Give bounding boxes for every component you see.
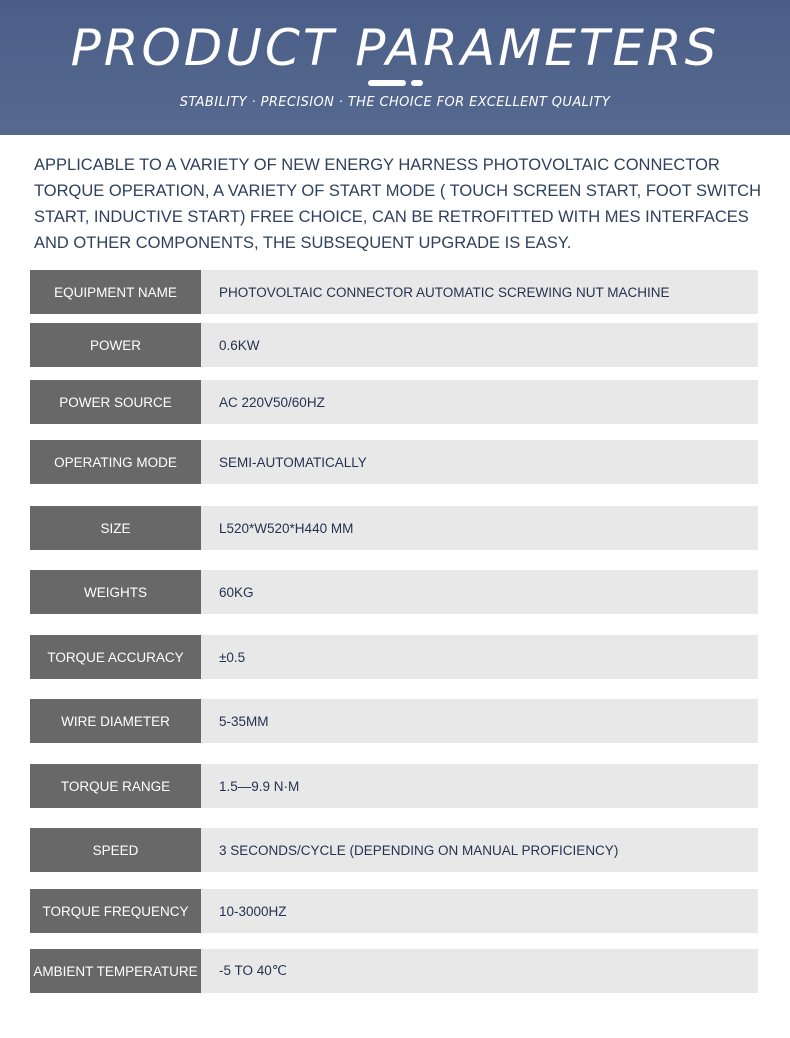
title-underline-long [368,80,406,86]
param-label: EQUIPMENT NAME [30,270,201,314]
param-row-operating-mode [30,440,758,484]
param-value: -5 TO 40℃ [201,949,758,993]
param-value: ±0.5 [201,635,758,679]
param-label: POWER SOURCE [30,380,201,424]
param-label: WEIGHTS [30,570,201,614]
param-row-equipment-name [30,270,758,314]
param-value: 0.6KW [201,323,758,367]
param-label: POWER [30,323,201,367]
param-label: SIZE [30,506,201,550]
param-label: TORQUE RANGE [30,764,201,808]
param-row-weights [30,570,758,614]
param-row-power-source [30,380,758,424]
param-value: AC 220V50/60HZ [201,380,758,424]
param-label: TORQUE FREQUENCY [30,889,201,933]
param-row-size [30,506,758,550]
param-value: SEMI-AUTOMATICALLY [201,440,758,484]
param-value: 10-3000HZ [201,889,758,933]
param-row-wire-diameter [30,699,758,743]
param-value: L520*W520*H440 MM [201,506,758,550]
param-label: OPERATING MODE [30,440,201,484]
param-row-torque-accuracy [30,635,758,679]
param-label: SPEED [30,828,201,872]
param-value: 5-35MM [201,699,758,743]
param-label: WIRE DIAMETER [30,699,201,743]
param-label: AMBIENT TEMPERATURE [30,949,201,993]
title-underline-short [411,80,423,86]
param-row-power [30,323,758,367]
param-row-torque-frequency [30,889,758,933]
param-row-torque-range [30,764,758,808]
page-subtitle: STABILITY · PRECISION · THE CHOICE FOR EXCELLENT QUALITY [179,95,611,110]
param-value: 1.5—9.9 N·M [201,764,758,808]
header-banner [0,0,790,135]
param-value: 3 SECONDS/CYCLE (DEPENDING ON MANUAL PROFICIENCY) [201,828,758,872]
param-label: TORQUE ACCURACY [30,635,201,679]
intro-paragraph: APPLICABLE TO A VARIETY OF NEW ENERGY HARNESS PHOTOVOLTAIC CONNECTOR TORQUE OPERATION, A VARIETY OF START MODE ( TOUCH SCREEN START, FOOT SWITCH START, INDUCTIVE START) FREE CHOICE, CAN BE RETROFITTED WITH MES INTERFACES AND OTHER COMPONENTS, THE SUBSEQUENT UPGRADE IS EASY. [34,156,762,252]
param-row-ambient-temperature [30,949,758,993]
param-row-speed [30,828,758,872]
param-value: PHOTOVOLTAIC CONNECTOR AUTOMATIC SCREWING NUT MACHINE [201,270,758,314]
param-value: 60KG [201,570,758,614]
page-title: PRODUCT PARAMETERS [70,19,720,77]
